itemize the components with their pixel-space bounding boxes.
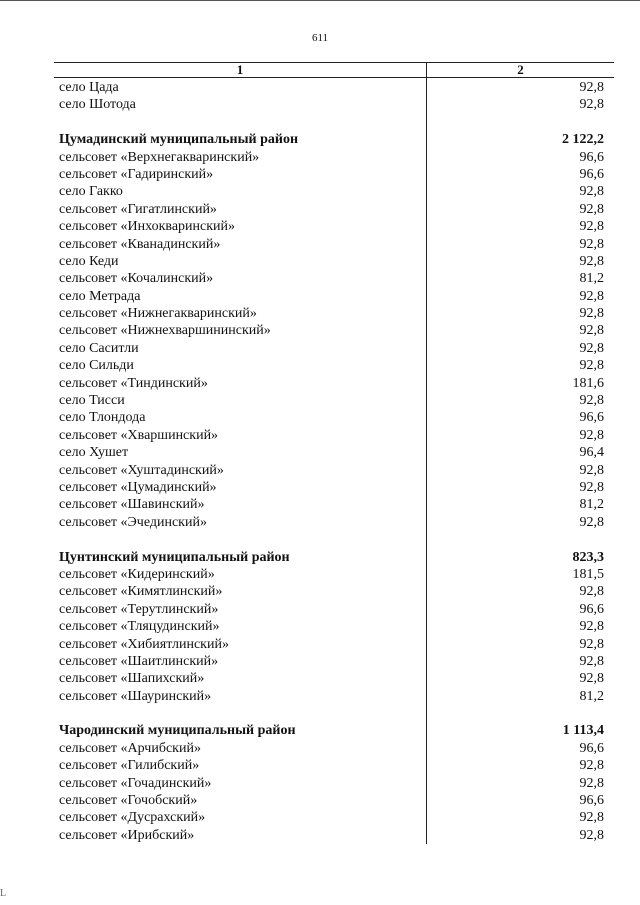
row-name: сельсовет «Шапихский» xyxy=(59,671,205,687)
row-name: сельсовет «Кидеринский» xyxy=(59,566,215,582)
row-spacer xyxy=(54,531,614,548)
column-header-2: 2 xyxy=(517,62,524,77)
row-name: сельсовет «Шаитлинский» xyxy=(59,653,219,669)
row-value: 92,8 xyxy=(579,97,604,113)
allocation-table xyxy=(54,62,614,844)
table-row xyxy=(54,809,614,826)
table-row xyxy=(54,392,614,409)
row-name: село Хушет xyxy=(59,445,129,461)
table-row xyxy=(54,740,614,757)
row-name: сельсовет «Гочобский» xyxy=(59,793,198,809)
table-row xyxy=(54,653,614,670)
row-spacer xyxy=(54,705,614,722)
row-value: 92,8 xyxy=(579,184,604,200)
row-value: 2 122,2 xyxy=(562,132,604,148)
row-name: сельсовет «Арчибский» xyxy=(59,740,201,756)
row-value: 92,8 xyxy=(579,653,604,669)
row-name: село Шотода xyxy=(59,97,136,113)
row-name: сельсовет «Гигатлинский» xyxy=(59,201,217,217)
row-name: сельсовет «Хваршинский» xyxy=(59,427,219,443)
row-name: сельсовет «Нижнегакваринский» xyxy=(59,306,257,322)
table-row xyxy=(54,218,614,235)
table-row xyxy=(54,166,614,183)
row-value: 96,6 xyxy=(579,166,604,182)
table-row xyxy=(54,340,614,357)
row-value: 92,8 xyxy=(579,514,604,530)
table-row xyxy=(54,96,614,113)
row-spacer xyxy=(54,114,614,131)
table-row xyxy=(54,827,614,844)
table-row xyxy=(54,496,614,513)
row-name: село Тисси xyxy=(59,393,125,409)
row-value: 1 113,4 xyxy=(562,723,604,739)
row-name: сельсовет «Кванадинский» xyxy=(59,236,221,252)
district-row xyxy=(54,131,614,148)
row-value: 92,8 xyxy=(579,306,604,322)
row-value: 92,8 xyxy=(579,810,604,826)
row-value: 92,8 xyxy=(579,479,604,495)
row-name: сельсовет «Шавинский» xyxy=(59,497,205,513)
table-row xyxy=(54,479,614,496)
row-value: 92,8 xyxy=(579,393,604,409)
row-value: 181,5 xyxy=(572,566,604,582)
row-value: 92,8 xyxy=(579,340,604,356)
row-value: 92,8 xyxy=(579,358,604,374)
table-row xyxy=(54,688,614,705)
district-row xyxy=(54,549,614,566)
page-number: 611 xyxy=(311,32,329,44)
row-name: Чародинский муниципальный район xyxy=(59,723,296,739)
row-name: сельсовет «Нижнехваршининский» xyxy=(59,323,271,339)
table-row xyxy=(54,79,614,96)
table-row xyxy=(54,183,614,200)
row-name: сельсовет «Цумадинский» xyxy=(59,479,217,495)
row-value: 823,3 xyxy=(572,549,604,565)
row-value: 96,6 xyxy=(579,149,604,165)
row-name: сельсовет «Тиндинский» xyxy=(59,375,208,391)
row-value: 96,4 xyxy=(579,445,604,461)
table-row xyxy=(54,236,614,253)
page-corner-mark: L xyxy=(0,888,7,899)
table-row xyxy=(54,375,614,392)
table-row xyxy=(54,270,614,287)
row-name: село Саситли xyxy=(59,340,139,356)
row-name: село Гакко xyxy=(59,184,123,200)
table-row xyxy=(54,149,614,166)
row-name: Цунтинский муниципальный район xyxy=(59,549,290,565)
row-name: сельсовет «Хуштадинский» xyxy=(59,462,224,478)
row-name: сельсовет «Шауринский» xyxy=(59,688,212,704)
row-name: сельсовет «Ирибский» xyxy=(59,827,195,843)
district-row xyxy=(54,722,614,739)
row-name: сельсовет «Дусрахский» xyxy=(59,810,206,826)
row-name: сельсовет «Гилибский» xyxy=(59,758,200,774)
row-name: сельсовет «Верхнегакваринский» xyxy=(59,149,260,165)
row-value: 92,8 xyxy=(579,323,604,339)
table-row xyxy=(54,462,614,479)
row-name: сельсовет «Инхокваринский» xyxy=(59,219,236,235)
table-row xyxy=(54,583,614,600)
row-name: сельсовет «Гочадинский» xyxy=(59,775,212,791)
row-value: 81,2 xyxy=(579,688,604,704)
row-value: 96,6 xyxy=(579,793,604,809)
row-value: 81,2 xyxy=(579,497,604,513)
row-value: 92,8 xyxy=(579,462,604,478)
row-value: 92,8 xyxy=(579,636,604,652)
row-name: сельсовет «Эчединский» xyxy=(59,514,207,530)
row-name: село Сильди xyxy=(59,358,134,374)
table-row xyxy=(54,618,614,635)
row-value: 92,8 xyxy=(579,253,604,269)
table-row xyxy=(54,409,614,426)
table-row xyxy=(54,322,614,339)
row-name: село Тлондода xyxy=(59,410,146,426)
row-name: Цумадинский муниципальный район xyxy=(59,132,299,148)
row-value: 92,8 xyxy=(579,236,604,252)
table-row xyxy=(54,444,614,461)
table-row xyxy=(54,601,614,618)
row-value: 92,8 xyxy=(579,758,604,774)
table-row xyxy=(54,757,614,774)
table-row xyxy=(54,305,614,322)
table-row xyxy=(54,201,614,218)
row-name: село Метрада xyxy=(59,288,141,304)
row-name: сельсовет «Кочалинский» xyxy=(59,271,214,287)
row-value: 92,8 xyxy=(579,584,604,600)
row-value: 81,2 xyxy=(579,271,604,287)
row-value: 181,6 xyxy=(572,375,604,391)
table-row xyxy=(54,288,614,305)
row-value: 96,6 xyxy=(579,601,604,617)
row-name: село Цада xyxy=(59,80,119,95)
row-value: 92,8 xyxy=(579,619,604,635)
table-row xyxy=(54,514,614,531)
table-row xyxy=(54,253,614,270)
row-name: сельсовет «Хибиятлинский» xyxy=(59,636,229,652)
row-value: 92,8 xyxy=(579,219,604,235)
row-value: 92,8 xyxy=(579,775,604,791)
row-value: 92,8 xyxy=(579,288,604,304)
table-row xyxy=(54,357,614,374)
row-name: сельсовет «Гадиринский» xyxy=(59,166,214,182)
table-row xyxy=(54,792,614,809)
top-rule xyxy=(0,0,640,1)
row-name: село Кеди xyxy=(59,253,119,269)
table-row xyxy=(54,427,614,444)
row-value: 96,6 xyxy=(579,740,604,756)
table-row xyxy=(54,775,614,792)
table-header xyxy=(54,62,614,78)
row-name: сельсовет «Терутлинский» xyxy=(59,601,219,617)
row-value: 92,8 xyxy=(579,427,604,443)
row-value: 92,8 xyxy=(579,201,604,217)
table-row xyxy=(54,670,614,687)
table-row xyxy=(54,636,614,653)
table-row xyxy=(54,566,614,583)
row-name: сельсовет «Кимятлинский» xyxy=(59,584,223,600)
column-header-1: 1 xyxy=(236,62,244,77)
table-body xyxy=(54,79,614,844)
row-value: 96,6 xyxy=(579,410,604,426)
row-value: 92,8 xyxy=(579,671,604,687)
row-name: сельсовет «Тляцудинский» xyxy=(59,619,220,635)
row-value: 92,8 xyxy=(579,80,604,95)
row-value: 92,8 xyxy=(579,827,604,843)
